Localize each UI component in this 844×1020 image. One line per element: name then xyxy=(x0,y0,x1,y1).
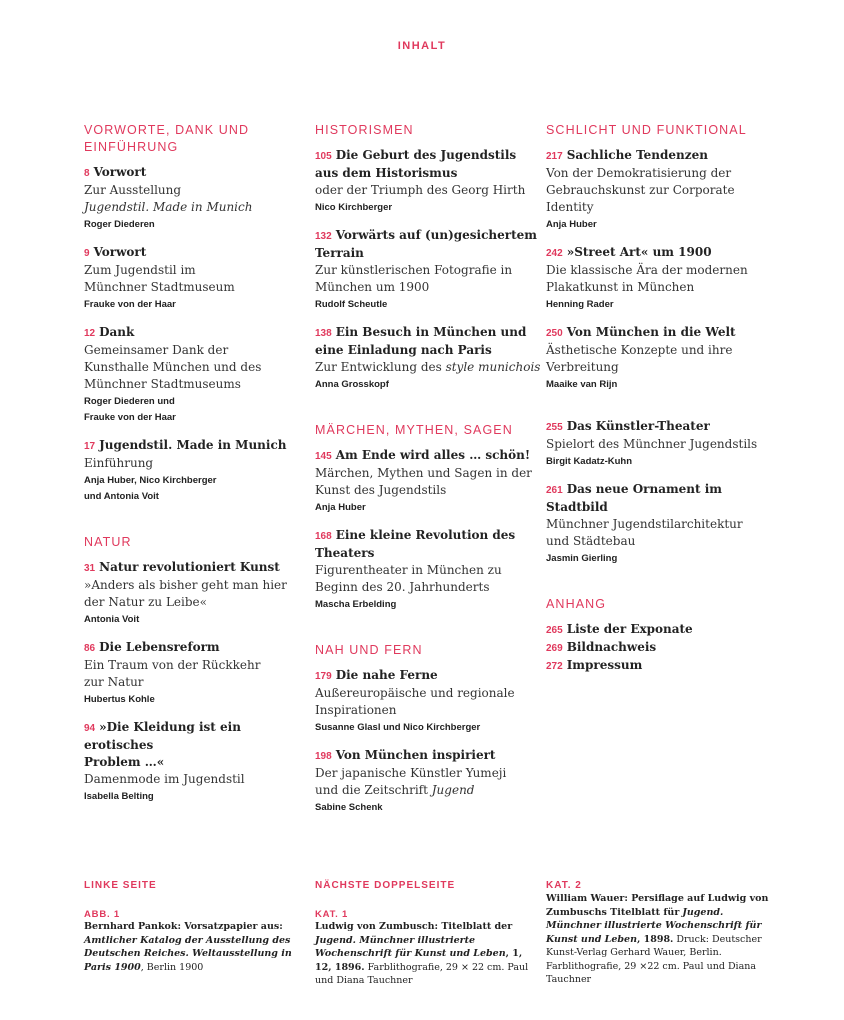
entry-author: Frauke von der Haar xyxy=(84,412,176,423)
toc-section xyxy=(315,642,545,815)
caption-linke-seite xyxy=(84,880,309,974)
entry-title-text: Die Geburt des Jugendstils xyxy=(335,148,517,162)
page-number: 255 xyxy=(546,422,563,433)
entry-subtitle: Kunst des Jugendstils xyxy=(315,483,447,497)
caption-heading: NÄCHSTE DOPPELSEITE xyxy=(315,880,456,891)
entry-title xyxy=(546,657,776,675)
entry-title xyxy=(84,164,314,182)
page-number: 242 xyxy=(546,248,563,259)
entry-subtitle: der Natur zu Leibe« xyxy=(84,595,207,609)
toc-column-1 xyxy=(84,122,314,816)
entry-subtitle: Der japanische Künstler Yumeji xyxy=(315,766,507,780)
toc-entry xyxy=(84,244,314,312)
page-number: 179 xyxy=(315,671,332,682)
toc-entry xyxy=(84,437,314,504)
entry-subtitle xyxy=(84,199,314,216)
toc-entry xyxy=(315,147,545,215)
entry-subtitle: oder der Triumph des Georg Hirth xyxy=(315,183,526,197)
section-title: VORWORTE, DANK UND EINFÜHRUNG xyxy=(84,123,250,154)
entry-author: Antonia Voit xyxy=(84,614,140,625)
entry-title-text: Die Lebensreform xyxy=(99,640,220,654)
entry-title-text: Vorwort xyxy=(93,165,147,179)
entry-subtitle-text: und die Zeitschrift xyxy=(315,783,432,797)
toc-entry xyxy=(84,639,314,707)
caption-text: Bernhard Pankok: Vorsatzpapier aus: Amtlicher Katalog der Ausstellung des Deutschen Reiches. Weltausstellung in Paris 1900, Berlin 1900 xyxy=(84,921,292,973)
page-number: 145 xyxy=(315,451,332,462)
entry-author: und Antonia Voit xyxy=(84,491,159,502)
toc-section xyxy=(546,122,776,392)
page-number: 17 xyxy=(84,441,96,452)
entry-author: Anja Huber xyxy=(315,502,366,513)
entry-title xyxy=(546,147,776,165)
entry-subtitle: München um 1900 xyxy=(315,280,430,294)
entry-title-line: Problem …« xyxy=(84,755,165,769)
entry-subtitle: Die klassische Ära der modernen xyxy=(546,263,748,277)
caption-kat-2 xyxy=(546,880,771,987)
entry-subtitle: Gebrauchskunst zur Corporate xyxy=(546,183,735,197)
toc-entry xyxy=(315,447,545,515)
entry-subtitle: Figurentheater in München zu xyxy=(315,563,502,577)
page-number: 94 xyxy=(84,723,96,734)
entry-title-line: Theaters xyxy=(315,546,375,560)
entry-subtitle: Verbreitung xyxy=(546,360,619,374)
entry-title-text: Impressum xyxy=(566,658,643,672)
entry-title xyxy=(315,527,545,545)
page-number: 31 xyxy=(84,563,96,574)
entry-title xyxy=(84,244,314,262)
entry-title-line: aus dem Historismus xyxy=(315,166,458,180)
entry-author: Isabella Belting xyxy=(84,791,154,802)
entry-subtitle-italic: style munichois xyxy=(445,360,541,374)
toc-column-2 xyxy=(315,122,545,827)
page-number: 132 xyxy=(315,231,332,242)
toc-entry xyxy=(546,418,776,469)
caption-text: Ludwig von Zumbusch: Titelblatt der Jugend. Münchner illustrierte Wochenschrift für Kunst und Leben, 1, 12, 1896. Farblithografie, 29 × 22 cm. Paul und Diana Tauchner xyxy=(315,921,529,986)
entry-author: Susanne Glasl und Nico Kirchberger xyxy=(315,722,481,733)
toc-section xyxy=(546,596,776,675)
entry-author: Anja Huber, Nico Kirchberger xyxy=(84,475,217,486)
toc-section xyxy=(315,422,545,612)
entry-subtitle: Ein Traum von der Rückkehr xyxy=(84,658,261,672)
entry-title-text: Das neue Ornament im Stadtbild xyxy=(546,482,723,514)
entry-title xyxy=(546,639,776,657)
entry-title-text: Sachliche Tendenzen xyxy=(566,148,708,162)
page-number: 250 xyxy=(546,328,563,339)
page-number: 269 xyxy=(546,643,563,654)
entry-author: Frauke von der Haar xyxy=(84,299,176,310)
toc-entry xyxy=(546,244,776,312)
entry-title xyxy=(546,481,776,516)
section-title: HISTORISMEN xyxy=(315,123,414,137)
entry-author: Roger Diederen und xyxy=(84,396,175,407)
caption-heading: LINKE SEITE xyxy=(84,880,157,891)
entry-title-text: Jugendstil. Made in Munich xyxy=(99,438,287,452)
section-title: MÄRCHEN, MYTHEN, SAGEN xyxy=(315,423,513,437)
page-number: 198 xyxy=(315,751,332,762)
entry-title-text: Von München in die Welt xyxy=(566,325,736,339)
entry-title-text: Dank xyxy=(99,325,135,339)
entry-subtitle: Märchen, Mythen und Sagen in der xyxy=(315,466,532,480)
entry-subtitle: Münchner Stadtmuseum xyxy=(84,280,235,294)
page-number: 138 xyxy=(315,328,332,339)
entry-subtitle: Zum Jugendstil im xyxy=(84,263,196,277)
section-title: NATUR xyxy=(84,535,132,549)
entry-author: Rudolf Scheutle xyxy=(315,299,388,310)
entry-title-text: Vorwärts auf (un)gesichertem xyxy=(335,228,537,242)
entry-title-text: Von München inspiriert xyxy=(335,748,496,762)
toc-entry xyxy=(315,667,545,735)
entry-subtitle: Gemeinsamer Dank der xyxy=(84,343,229,357)
entry-title xyxy=(546,418,776,436)
entry-author: Anna Grosskopf xyxy=(315,379,389,390)
entry-subtitle xyxy=(315,782,545,799)
toc-entry xyxy=(315,527,545,612)
entry-author: Maaike van Rijn xyxy=(546,379,618,390)
entry-subtitle: zur Natur xyxy=(84,675,144,689)
toc-entry xyxy=(315,324,545,392)
entry-title-text: Eine kleine Revolution des xyxy=(335,528,516,542)
entry-subtitle: und Städtebau xyxy=(546,534,636,548)
entry-subtitle-text: Zur Entwicklung des xyxy=(315,360,446,374)
entry-title-text: Bildnachweis xyxy=(566,640,657,654)
entry-title-text: Vorwort xyxy=(93,245,147,259)
entry-title xyxy=(546,244,776,262)
toc-section xyxy=(84,534,314,804)
entry-subtitle: Beginn des 20. Jahrhunderts xyxy=(315,580,490,594)
entry-author: Henning Rader xyxy=(546,299,614,310)
entry-title xyxy=(546,324,776,342)
page-number: 272 xyxy=(546,661,563,672)
entry-title-text: Liste der Exponate xyxy=(566,622,693,636)
entry-subtitle: Münchner Stadtmuseums xyxy=(84,377,241,391)
page-number: 9 xyxy=(84,248,90,259)
toc-column-3 xyxy=(546,122,776,675)
page-number: 265 xyxy=(546,625,563,636)
entry-subtitle: Ästhetische Konzepte und ihre xyxy=(546,343,733,357)
toc-entry xyxy=(315,227,545,312)
toc-entry xyxy=(84,559,314,627)
entry-author: Sabine Schenk xyxy=(315,802,383,813)
entry-author: Birgit Kadatz-Kuhn xyxy=(546,456,633,467)
entry-title-line: Terrain xyxy=(315,246,364,260)
entry-title xyxy=(315,447,545,465)
caption-label: ABB. 1 xyxy=(84,909,120,920)
entry-title xyxy=(84,437,314,455)
caption-text: William Wauer: Persiflage auf Ludwig von Zumbuschs Titelblatt für Jugend. Münchner illustrierte Wochenschrift für Kunst und Leben, 1898. Druck: Deutscher Kunst-Verlag Gerhard Wauer, Berlin. Farblithografie, 29 ×22 cm. Paul und Diana Tauchner xyxy=(546,893,769,985)
toc-entry xyxy=(84,719,314,804)
entry-title-text: Das Künstler-Theater xyxy=(566,419,710,433)
page-heading: INHALT xyxy=(397,40,447,52)
entry-subtitle: Einführung xyxy=(84,456,154,470)
toc-entry xyxy=(84,324,314,425)
entry-author: Jasmin Gierling xyxy=(546,553,618,564)
entry-subtitle: Zur Ausstellung xyxy=(84,183,182,197)
entry-author: Roger Diederen xyxy=(84,219,155,230)
toc-entry xyxy=(84,164,314,232)
toc-entry xyxy=(315,747,545,815)
entry-subtitle: Kunsthalle München und des xyxy=(84,360,262,374)
entry-title xyxy=(315,747,545,765)
toc-entry xyxy=(546,657,776,675)
page-number: 12 xyxy=(84,328,96,339)
entry-subtitle: Außereuropäische und regionale xyxy=(315,686,515,700)
section-title: SCHLICHT UND FUNKTIONAL xyxy=(546,123,747,137)
entry-subtitle: Inspirationen xyxy=(315,703,397,717)
entry-subtitle: Spielort des Münchner Jugendstils xyxy=(546,437,758,451)
entry-subtitle: Plakatkunst in München xyxy=(546,280,695,294)
entry-title-text: Natur revolutioniert Kunst xyxy=(99,560,280,574)
caption-naechste-doppelseite xyxy=(315,880,540,988)
entry-author: Anja Huber xyxy=(546,219,597,230)
entry-subtitle: »Anders als bisher geht man hier xyxy=(84,578,287,592)
entry-title-text: »Die Kleidung ist ein erotisches xyxy=(84,720,241,752)
entry-title xyxy=(84,719,314,754)
page-number: 168 xyxy=(315,531,332,542)
entry-title xyxy=(315,324,545,342)
entry-title xyxy=(546,621,776,639)
entry-subtitle: Zur künstlerischen Fotografie in xyxy=(315,263,513,277)
entry-subtitle-italic: Jugend xyxy=(431,783,475,797)
toc-entry xyxy=(546,147,776,232)
entry-title-line: eine Einladung nach Paris xyxy=(315,343,492,357)
entry-title xyxy=(84,559,314,577)
entry-title-text: Ein Besuch in München und xyxy=(335,325,527,339)
section-title: NAH UND FERN xyxy=(315,643,423,657)
entry-title xyxy=(84,639,314,657)
entry-title xyxy=(84,324,314,342)
entry-subtitle: Von der Demokratisierung der xyxy=(546,166,732,180)
entry-subtitle xyxy=(315,359,545,376)
toc-entry xyxy=(546,639,776,657)
caption-label: KAT. 1 xyxy=(315,909,349,920)
page-number: 261 xyxy=(546,485,563,496)
entry-title-text: Am Ende wird alles … schön! xyxy=(335,448,531,462)
entry-author: Nico Kirchberger xyxy=(315,202,393,213)
toc-section xyxy=(546,418,776,566)
toc-section xyxy=(315,122,545,392)
entry-title xyxy=(315,147,545,165)
toc-entry xyxy=(546,481,776,566)
page-number: 105 xyxy=(315,151,332,162)
section-title: ANHANG xyxy=(546,597,607,611)
entry-title xyxy=(315,667,545,685)
entry-title-text: Die nahe Ferne xyxy=(335,668,438,682)
entry-subtitle: Damenmode im Jugendstil xyxy=(84,772,245,786)
caption-heading: KAT. 2 xyxy=(546,880,582,891)
toc-entry xyxy=(546,621,776,639)
page-number: 217 xyxy=(546,151,563,162)
entry-author: Hubertus Kohle xyxy=(84,694,155,705)
toc-section xyxy=(84,122,314,504)
entry-subtitle: Identity xyxy=(546,200,594,214)
entry-author: Mascha Erbelding xyxy=(315,599,397,610)
entry-subtitle: Münchner Jugendstilarchitektur xyxy=(546,517,743,531)
entry-title-text: »Street Art« um 1900 xyxy=(566,245,712,259)
entry-title xyxy=(315,227,545,245)
toc-entry xyxy=(546,324,776,392)
entry-subtitle-italic: Jugendstil. Made in Munich xyxy=(84,200,253,214)
page-number: 86 xyxy=(84,643,96,654)
page-number: 8 xyxy=(84,168,90,179)
